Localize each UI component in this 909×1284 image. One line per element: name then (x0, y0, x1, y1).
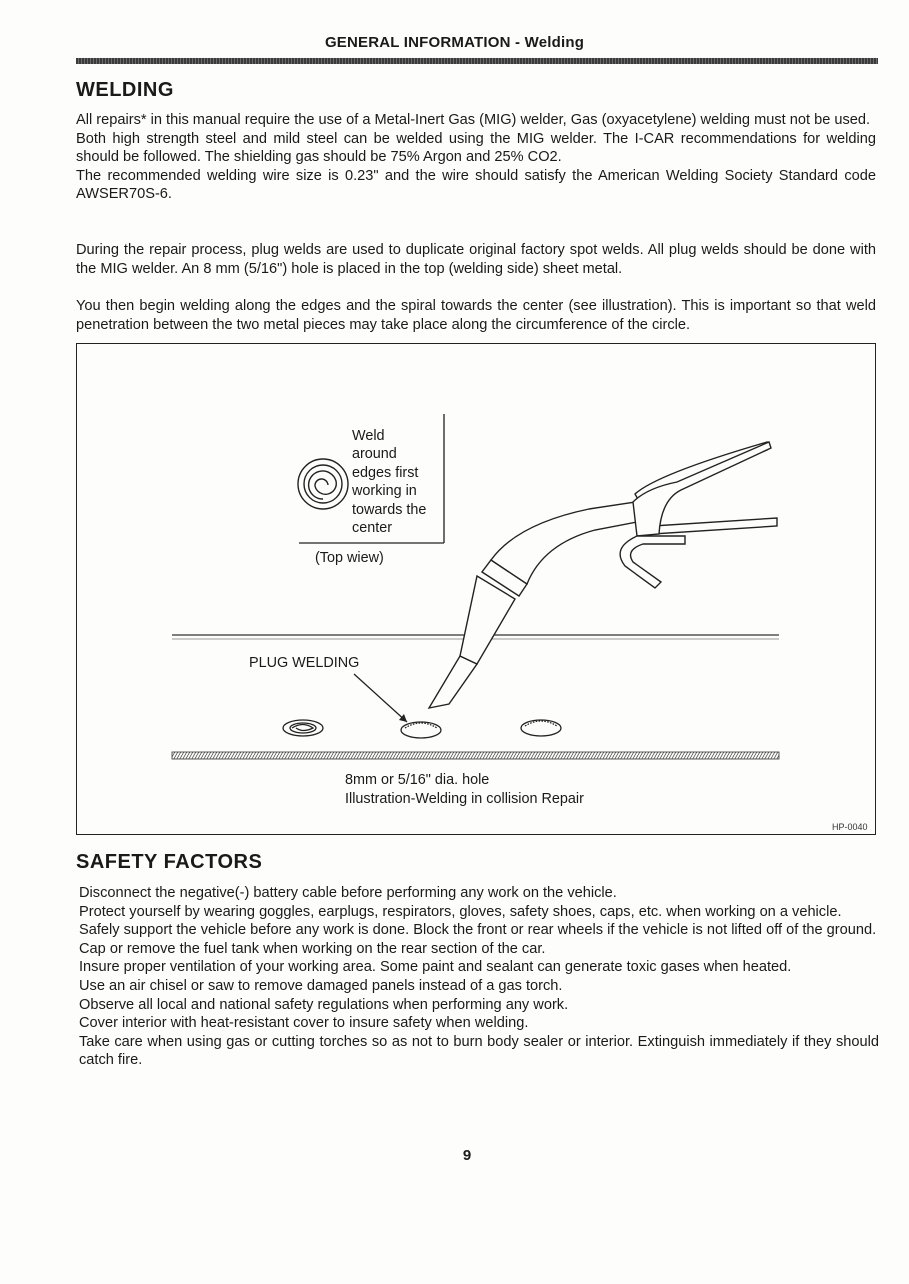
intro-line-1: All repairs* in this manual require the use of a Metal-Inert Gas (MIG) welder, Gas (oxyacetylene) welding must not be used. (76, 112, 871, 128)
plug-welding-leader (354, 674, 407, 722)
lower-panel-hatch (172, 752, 779, 759)
safety-item-2: Protect yourself by wearing goggles, earplugs, respirators, gloves, safety shoes, caps, etc. when working on a vehicle. (79, 903, 842, 920)
header-rule (76, 58, 878, 64)
safety-list (79, 884, 879, 1070)
callout-text (352, 427, 426, 537)
callout-line-2: around (352, 446, 397, 463)
welding-paragraph-2 (76, 241, 876, 278)
page-number: 9 (462, 1147, 472, 1164)
top-view-label: (Top wiew) (315, 550, 384, 566)
safety-title: SAFETY FACTORS (76, 851, 263, 873)
welding-title: WELDING (76, 79, 174, 101)
safety-item-5: Insure proper ventilation of your working area. Some paint and sealant can generate toxic gases when heated. (79, 959, 792, 976)
paragraph-2-text: During the repair process, plug welds are used to duplicate original factory spot welds. All plug welds should be done with the MIG welder. An 8 mm (5/16") hole is placed in the top (welding side) sheet metal. (76, 242, 876, 277)
safety-item-3: Safely support the vehicle before any work is done. Block the front or rear wheels if the vehicle is not lifted off of the ground. (79, 922, 877, 939)
callout-line-5: towards the (352, 501, 427, 518)
welding-diagram (77, 344, 877, 836)
callout-line-1: Weld (352, 428, 385, 444)
weld-spot-left-icon (283, 720, 323, 736)
safety-item-4: Cap or remove the fuel tank when working on the rear section of the car. (79, 940, 546, 957)
intro-line-2: Both high strength steel and mild steel can be welded using the MIG welder. The I-CAR recommendations for welding should be followed. The shielding gas should be 75% Argon and 25% CO2. (76, 130, 876, 166)
callout-line-3: edges first (352, 464, 419, 481)
welding-paragraph-3 (76, 297, 876, 334)
figure-code: HP-0040 (832, 822, 868, 832)
callout-line-4: working in (352, 483, 417, 500)
paragraph-3-text: You then begin welding along the edges and the spiral towards the center (see illustration). This is important so that weld penetration between the two metal pieces may take place along the circumference of the circle. (76, 298, 876, 333)
plug-welding-label: PLUG WELDING (249, 655, 360, 671)
weld-hole-center-icon (401, 722, 441, 738)
weld-hole-right-icon (521, 720, 561, 736)
mig-torch-icon (429, 442, 777, 708)
spiral-top-view-icon (298, 459, 348, 509)
safety-item-1: Disconnect the negative(-) battery cable before performing any work on the vehicle. (79, 885, 617, 901)
intro-line-3: The recommended welding wire size is 0.23" and the wire should satisfy the American Welding Society Standard code AWSER70S-6. (76, 167, 876, 203)
safety-item-8: Cover interior with heat-resistant cover to insure safety when welding. (79, 1015, 529, 1032)
safety-item-6: Use an air chisel or saw to remove damaged panels instead of a gas torch. (79, 977, 563, 994)
safety-item-9: Take care when using gas or cutting torches so as not to burn body sealer or interior. Extinguish immediately if they should catch fire. (79, 1033, 879, 1069)
welding-intro (76, 111, 876, 204)
figure-caption: Illustration-Welding in collision Repair (345, 791, 584, 807)
callout-line-6: center (352, 520, 392, 537)
safety-item-7: Observe all local and national safety regulations when performing any work. (79, 996, 569, 1013)
welding-illustration (76, 343, 876, 835)
page-header: GENERAL INFORMATION - Welding (324, 34, 585, 51)
hole-label: 8mm or 5/16" dia. hole (345, 772, 490, 788)
